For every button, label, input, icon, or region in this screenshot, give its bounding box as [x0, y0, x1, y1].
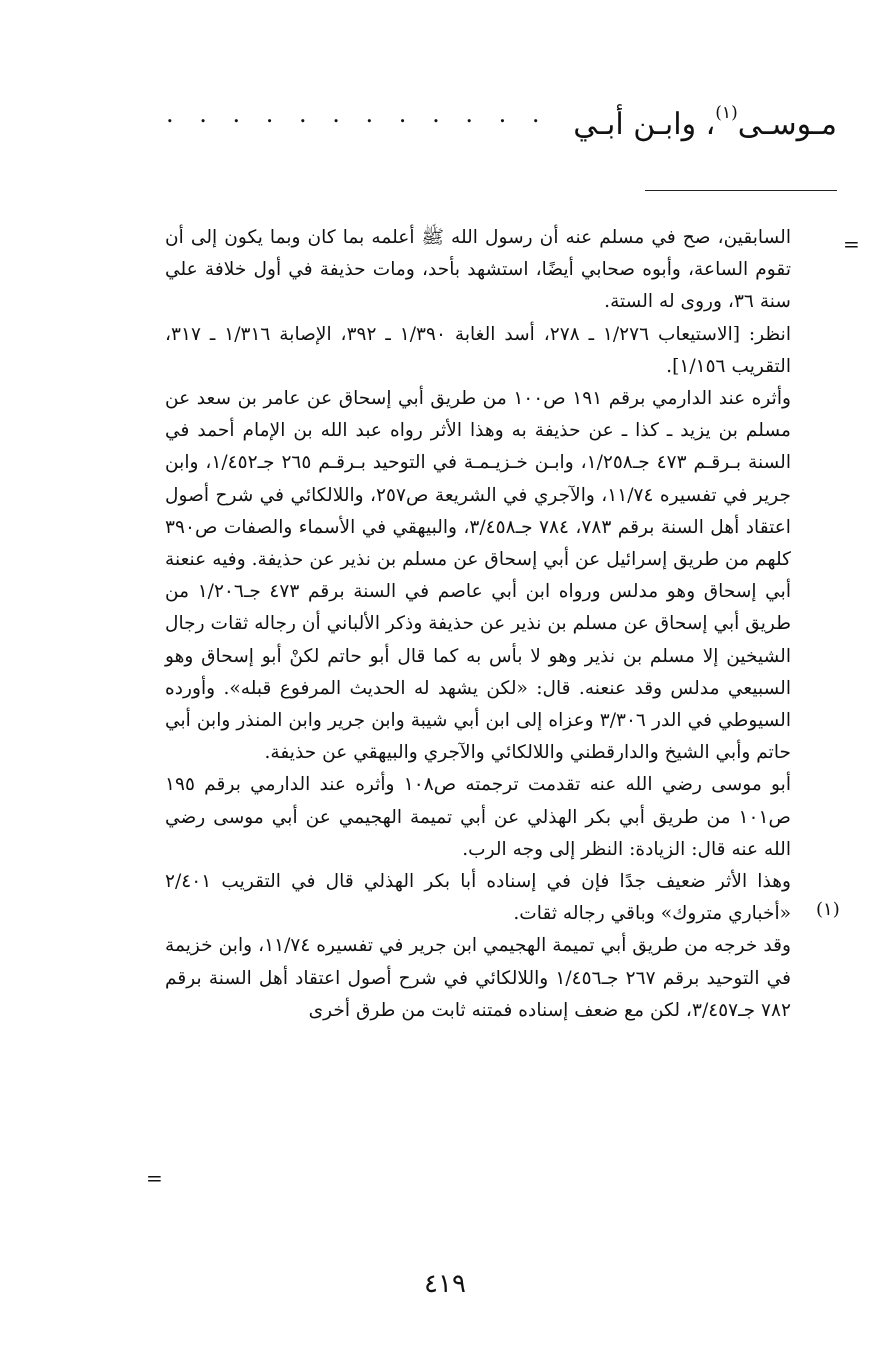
continuation-marker-end: =: [146, 1166, 163, 1190]
footnote-reference: (١): [715, 103, 738, 123]
footnote-paragraph: وأثره عند الدارمي برقم ١٩١ ص١٠٠ من طريق أبي إسحاق عن عامر بن سعد عن مسلم بن يزيد ـ كذا ـ عن حذيفة به وهذا الأثر رواه عبد الله بن الإمام أحمد في السنة بـرقـم ٤٧٣ جـ١/٢٥٨، وابـن خـزيـمـة في التوحيد بـرقـم ٢٦٥ جـ١/٤٥٢، وابن جرير في تفسيره ١١/٧٤، والآجري في الشريعة ص٢٥٧، واللالكائي في شرح أصول اعتقاد أهل السنة برقم ٧٨٣، ٧٨٤ جـ٣/٤٥٨، والبيهقي في الأسماء والصفات ص٣٩٠ كلهم من طريق إسرائيل عن أبي إسحاق عن مسلم بن نذير عن حذيفة. وفيه عنعنة أبي إسحاق وهو مدلس ورواه ابن أبي عاصم في السنة برقم ٤٧٣ جـ١/٢٠٦ من طريق أبي إسحاق عن مسلم بن نذير عن حذيفة وذكر الألباني أن رجاله ثقات رجال الشيخين إلا مسلم بن نذير وهو لا بأس به كما قال أبو حاتم لكنْ أبو إسحاق وهو السبيعي مدلس وقد عنعنه. قال: «لكن يشهد له الحديث المرفوع قبله». وأورده السيوطي في الدر ٣/٣٠٦ وعزاه إلى ابن أبي شيبة وابن جرير وابن المنذر وابن أبي حاتم وأبي الشيخ والدارقطني واللالكائي والآجري والبيهقي عن حذيفة.: [165, 388, 791, 764]
footnote-separator: [645, 190, 837, 191]
main-text-start: مـوسـى: [737, 107, 837, 142]
footnote-paragraph: أبو موسى رضي الله عنه تقدمت ترجمته ص١٠٨ وأثره عند الدارمي برقم ١٩٥ ص١٠١ من طريق أبي بكر الهذلي عن أبي تميمة الهجيمي عن أبي موسى رضي الله عنه قال: الزيادة: النظر إلى وجه الرب.: [165, 774, 791, 860]
main-text-end: ، وابـن أبـي: [573, 107, 716, 142]
footnote-paragraph: وهذا الأثر ضعيف جدًا فإن في إسناده أبا بكر الهذلي قال في التقريب ٢/٤٠١ «أخباري متروك» وباقي رجاله ثقات.: [165, 871, 791, 925]
footnote-paragraph: السابقين، صح في مسلم عنه أن رسول الله ﷺ أعلمه بما كان وبما يكون إلى أن تقوم الساعة، وأبوه صحابي أيضًا، استشهد بأحد، ومات حذيفة في أول خلافة علي سنة ٣٦، وروى له الستة.: [165, 227, 791, 313]
footnotes-block: [165, 222, 791, 1232]
continuation-marker-start: =: [843, 232, 860, 256]
page-number: ٤١٩: [424, 1269, 466, 1299]
ellipsis-dots: . . . . . . . . . . . .: [166, 100, 549, 128]
footnote-paragraph: وقد خرجه من طريق أبي تميمة الهجيمي ابن جرير في تفسيره ١١/٧٤، وابن خزيمة في التوحيد برقم ٢٦٧ جـ١/٤٥٦ واللالكائي في شرح أصول اعتقاد أهل السنة برقم ٧٨٢ جـ٣/٤٥٧، لكن مع ضعف إسناده فمتنه ثابت من طرق أخرى: [165, 935, 791, 1021]
footnote-paragraph: انظر: [الاستيعاب ١/٢٧٦ ـ ٢٧٨، أسد الغابة ١/٣٩٠ ـ ٣٩٢، الإصابة ١/٣١٦ ـ ٣١٧، التقريب ١/١٥٦].: [165, 323, 791, 377]
footnote-number-1: (١): [816, 899, 840, 920]
